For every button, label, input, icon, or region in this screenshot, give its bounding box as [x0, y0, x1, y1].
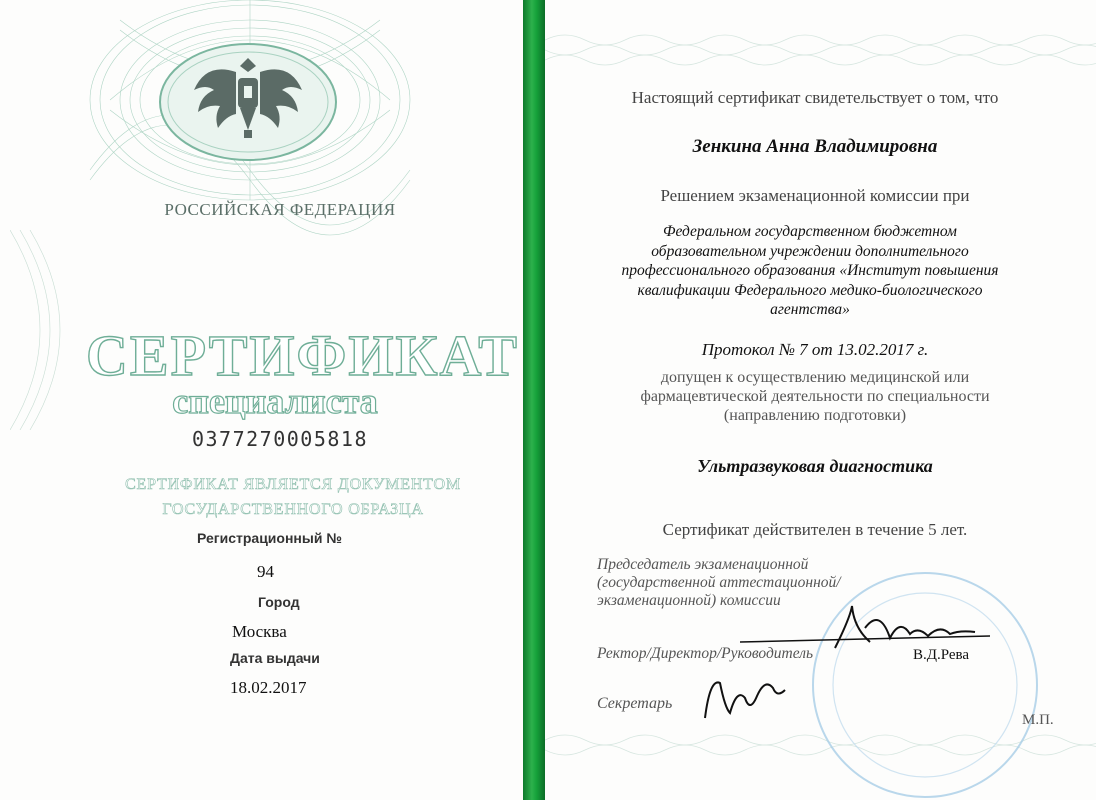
chair-line-2: (государственной аттестационной/	[597, 574, 841, 591]
intro-text: Настоящий сертификат свидетельствует о том, что	[631, 88, 999, 107]
institution-line-5: агентства»	[770, 301, 850, 318]
admission-line-2: фармацевтической деятельности по специальности	[640, 388, 990, 405]
seal-label: М.П.	[1022, 712, 1054, 728]
city-value: Москва	[232, 622, 287, 641]
secretary-label: Секретарь	[597, 695, 673, 712]
certificate-title: СЕРТИФИКАТ	[86, 323, 519, 388]
certificate-subtitle: специалиста	[172, 381, 378, 421]
coat-of-arms-emblem	[118, 10, 378, 195]
institution-line-2: образовательном учреждении дополнительного	[651, 242, 969, 260]
top-guilloche-band	[545, 30, 1096, 70]
institution-line-3: профессионального образования «Институт повышения	[621, 262, 999, 279]
admission-block	[570, 368, 1060, 425]
institution-line-4: квалификации Федерального медико-биологического	[637, 281, 983, 299]
state-doc-line-1: СЕРТИФИКАТ ЯВЛЯЕТСЯ ДОКУМЕНТОМ	[125, 476, 461, 493]
chair-line-3: экзаменационной) комиссии	[597, 592, 781, 609]
state-document-notice	[118, 472, 468, 522]
green-ribbon	[523, 0, 545, 800]
recipient-name: Зенкина Анна Владимировна	[692, 136, 938, 157]
registration-number: 94	[257, 562, 274, 581]
admission-line-3: (направлению подготовки)	[723, 407, 907, 424]
city-label: Город	[258, 594, 300, 610]
certificate-left-page	[0, 0, 530, 800]
specialty-name: Ультразвуковая диагностика	[697, 456, 933, 476]
registration-label: Регистрационный №	[197, 530, 342, 546]
institution-block	[560, 222, 1060, 320]
chair-line-1: Председатель экзаменационной	[597, 556, 809, 573]
institution-line-1: Федеральном государственном бюджетном	[663, 223, 957, 240]
issue-date-label: Дата выдачи	[230, 650, 320, 666]
secretary-signature	[695, 668, 795, 728]
issue-date-value: 18.02.2017	[230, 678, 307, 697]
decision-text: Решением экзаменационной комиссии при	[660, 186, 970, 205]
admission-line-1: допущен к осуществлению медицинской или	[660, 369, 970, 386]
rector-label: Ректор/Директор/Руководитель	[597, 645, 814, 662]
state-doc-line-2: ГОСУДАРСТВЕННОГО ОБРАЗЦА	[162, 501, 424, 518]
rector-name: В.Д.Рева	[913, 647, 970, 663]
seal-stamp	[780, 560, 1070, 800]
certificate-number: 0377270005818	[191, 427, 369, 451]
protocol-text: Протокол № 7 от 13.02.2017 г.	[701, 340, 929, 359]
validity-text: Сертификат действителен в течение 5 лет.	[662, 520, 968, 539]
country-name: РОССИЙСКАЯ ФЕДЕРАЦИЯ	[164, 200, 396, 219]
